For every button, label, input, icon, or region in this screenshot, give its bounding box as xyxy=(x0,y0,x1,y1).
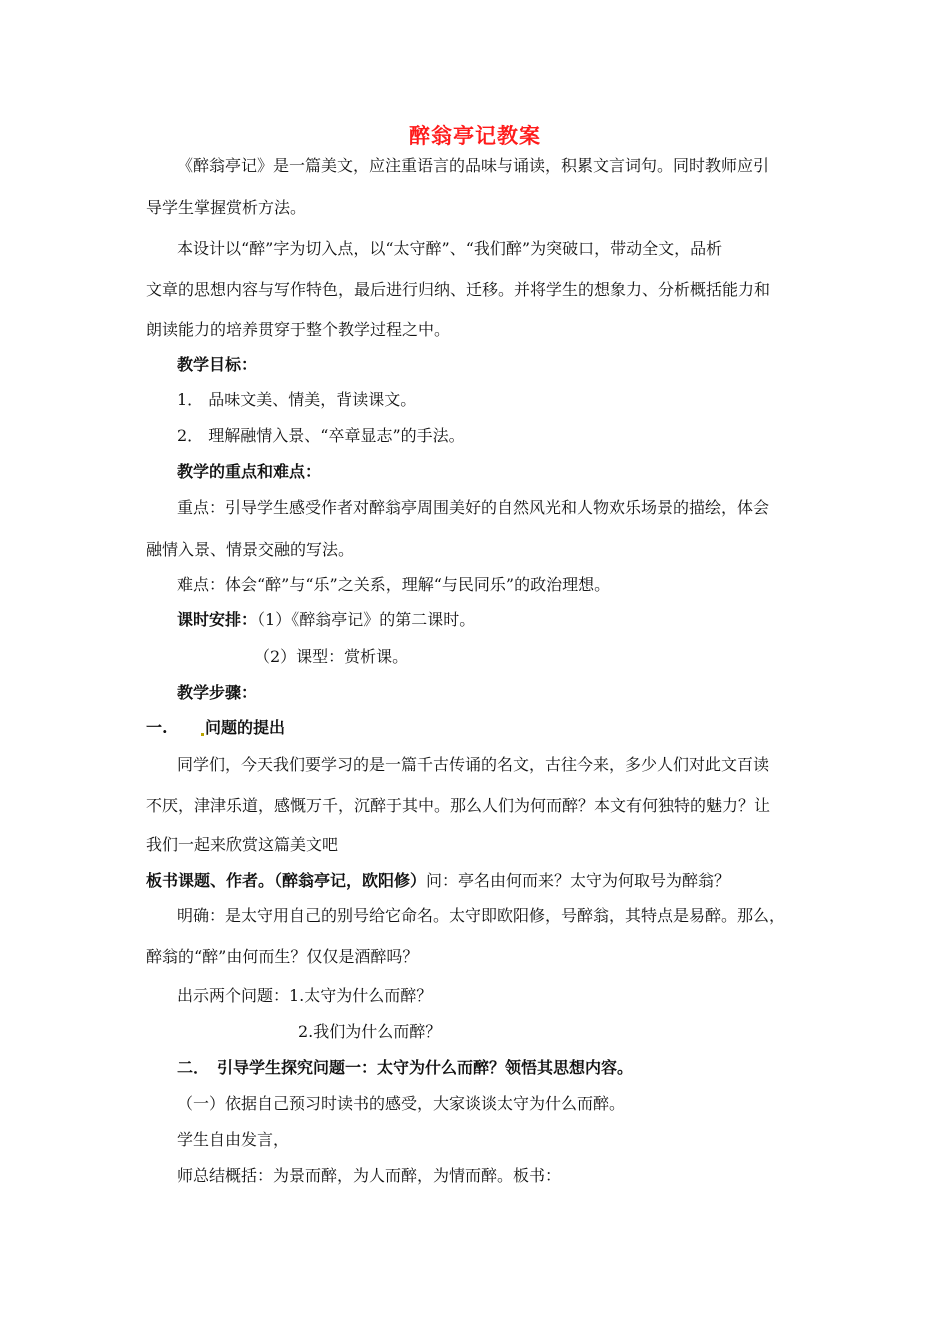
step-1-paragraph-line-2: 不厌，津津乐道，感慨万千，沉醉于其中。那么人们为何而醉？本文有何独特的魅力？让 xyxy=(146,796,771,815)
summary-line: 师总结概括：为景而醉，为人而醉，为情而醉。板书： xyxy=(177,1166,562,1185)
board-writing-line xyxy=(146,870,730,892)
intro-paragraph-2-line-2: 文章的思想内容与写作特色，最后进行归纳、迁移。并将学生的想象力、分析概括能力和 xyxy=(146,280,771,299)
board-writing-question: 问：亭名由何而来？太守为何取号为醉翁？ xyxy=(426,871,731,890)
intro-paragraph-2-line-1: 本设计以“醉”字为切入点，以“太守醉”、“我们醉”为突破口，带动全文，品析 xyxy=(177,239,723,258)
step-1-title-text: 问题的提出 xyxy=(205,718,286,737)
schedule-item-1: （1）《醉翁亭记》的第二课时。 xyxy=(257,610,476,629)
step-1-title xyxy=(201,717,285,739)
key-point-line-2: 融情入景、情景交融的写法。 xyxy=(146,540,355,559)
free-talk-line: 学生自由发言， xyxy=(177,1130,290,1149)
revision-mark-icon xyxy=(201,733,204,736)
intro-paragraph-1-line-1: 《醉翁亭记》是一篇美文，应注重语言的品味与诵读，积累文言词句。同时教师应引 xyxy=(177,156,770,175)
schedule-item-2: （2）课型：赏析课。 xyxy=(254,647,409,666)
schedule-line-1 xyxy=(177,609,475,631)
step-1-paragraph-line-3: 我们一起来欣赏这篇美文吧 xyxy=(146,835,339,854)
clarify-line-1: 明确：是太守用自己的别号给它命名。太守即欧阳修，号醉翁，其特点是易醉。那么， xyxy=(177,906,786,925)
key-point-line-1: 重点：引导学生感受作者对醉翁亭周围美好的自然风光和人物欢乐场景的描绘，体会 xyxy=(177,498,770,517)
questions-line-1: 出示两个问题：1.太守为什么而醉？ xyxy=(177,986,433,1005)
clarify-line-2: 醉翁的“醉”由何而生？仅仅是酒醉吗？ xyxy=(146,947,419,966)
goal-item-2: 2． 理解融情入景、“卒章显志”的手法。 xyxy=(177,426,465,445)
schedule-label: 课时安排： xyxy=(177,610,258,629)
document-title: 醉翁亭记教案 xyxy=(409,123,541,148)
goals-heading: 教学目标： xyxy=(177,355,258,374)
intro-paragraph-1-line-2: 导学生掌握赏析方法。 xyxy=(146,198,307,217)
difficulty-line: 难点：体会“醉”与“乐”之关系，理解“与民同乐”的政治理想。 xyxy=(177,575,611,594)
board-writing-bold: 板书课题、作者。（醉翁亭记，欧阳修） xyxy=(146,871,427,890)
key-points-heading: 教学的重点和难点： xyxy=(177,462,322,481)
steps-heading: 教学步骤： xyxy=(177,683,258,702)
step-1-paragraph-line-1: 同学们，今天我们要学习的是一篇千古传诵的名文，古往今来，多少人们对此文百读 xyxy=(177,755,770,774)
questions-line-2: 2.我们为什么而醉？ xyxy=(298,1022,442,1041)
goal-item-1: 1． 品味文美、情美，背读课文。 xyxy=(177,390,417,409)
step-1-number: 一. xyxy=(146,718,168,737)
step-2-heading: 二． 引导学生探究问题一：太守为什么而醉？领悟其思想内容。 xyxy=(177,1058,634,1077)
step-2-subsection: （一）依据自己预习时读书的感受，大家谈谈太守为什么而醉。 xyxy=(177,1094,626,1113)
intro-paragraph-2-line-3: 朗读能力的培养贯穿于整个教学过程之中。 xyxy=(146,320,451,339)
